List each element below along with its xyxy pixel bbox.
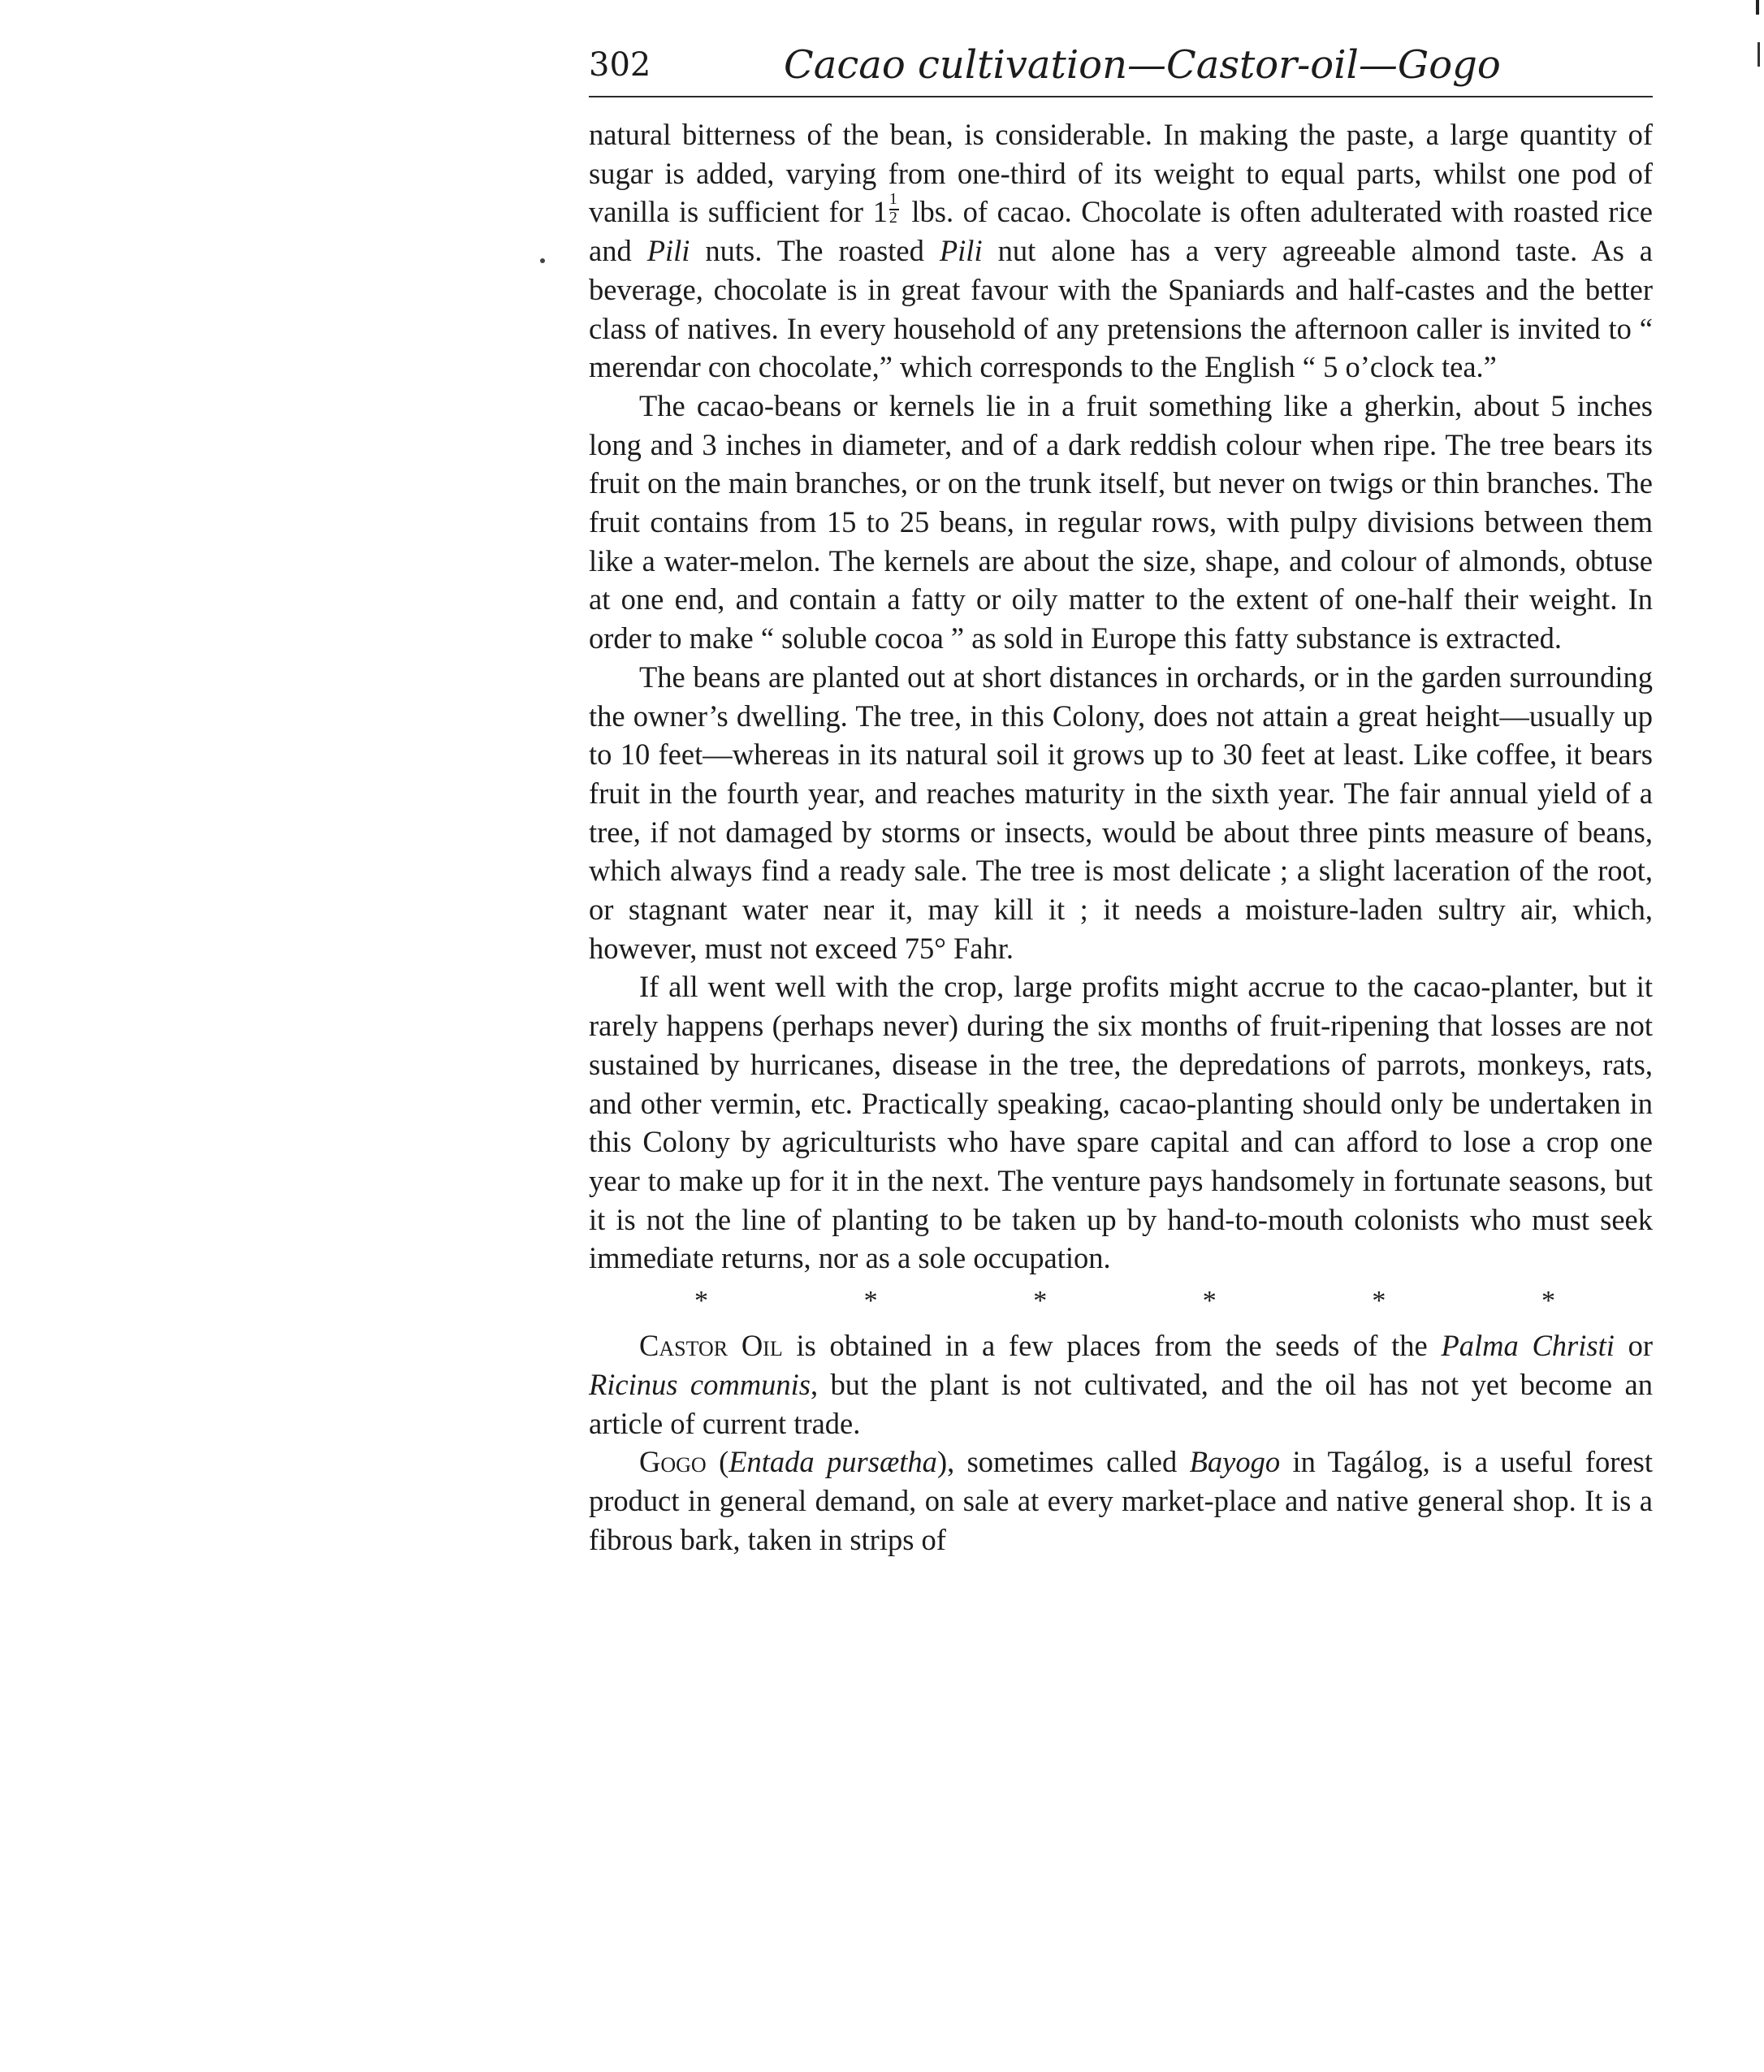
separator-asterisk: * — [1033, 1286, 1048, 1317]
fraction-numerator: 1 — [888, 190, 897, 209]
separator-asterisk: * — [1541, 1286, 1555, 1317]
section-separator — [589, 1281, 1653, 1321]
fraction-one-half — [888, 190, 902, 227]
paragraph-cacao-profits: If all went well with the crop, large profits might accrue to the cacao-planter, but it rarely happens (perhaps never) during the six months of fruit-ripening that losses are not sustained by hurricanes, disease in the tree, the depredations of parrots, monkeys, rats, and other vermin, etc. Practically speaking, cacao-planting should only be undertaken in this Colony by agriculturists who have spare capital and can afford to lose a crop one year to make up for it in the next. The venture pays handsomely in fortunate seasons, but it is not the line of planting to be taken up by hand-to-mouth colonists who must seek immediate returns, nor as a sole occupation. — [589, 970, 1653, 1275]
page-number: 302 — [589, 46, 651, 84]
fraction-denominator: 2 — [888, 209, 897, 227]
italic-term: Entada pursætha — [729, 1445, 937, 1479]
italic-term: Pili — [646, 234, 690, 268]
italic-term: Bayogo — [1189, 1445, 1281, 1479]
separator-asterisk: * — [1202, 1286, 1217, 1317]
scan-edge-mark-lower — [1758, 42, 1760, 67]
text-run: , but the plant is not cultivated, and the oil has not yet become an article of current trade. — [589, 1367, 1653, 1440]
small-caps-lead: Castor Oil — [639, 1329, 783, 1363]
margin-speck — [540, 258, 545, 263]
paragraph-cacao-planting: The beans are planted out at short distances in orchards, or in the garden surrounding the owner’s dwelling. The tree, in this Colony, does not attain a great height—usually up to 10 feet—whereas in its natural soil it grows up to 30 feet at least. Like coffee, it bears fruit in the fourth year, and reaches maturity in the sixth year. The fair annual yield of a tree, if not damaged by storms or insects, would be about three pints measure of beans, which always find a ready sale. The tree is most delicate ; a slight laceration of the root, or stagnant water near it, may kill it ; it needs a moisture-laden sultry air, which, however, must not exceed 75° Fahr. — [589, 660, 1653, 965]
paragraph-cacao-chocolate — [589, 115, 1653, 387]
paragraph-gogo — [589, 1443, 1653, 1559]
text-run: is obtained in a few places from the seeds of the — [782, 1329, 1442, 1363]
italic-term: Ricinus communis — [589, 1367, 811, 1401]
paragraph-cacao-beans: The cacao-beans or kernels lie in a fruit something like a gherkin, about 5 inches long and 3 inches in diameter, and of a dark reddish colour when ripe. The tree bears its fruit on the main branches, or on the trunk itself, but never on twigs or thin branches. The fruit contains from 15 to 25 beans, in regular rows, with pulpy divisions between them like a water-melon. The kernels are about the size, shape, and colour of almonds, obtuse at one end, and contain a fatty or oily matter to the extent of one-half their weight. In order to make “ soluble cocoa ” as sold in Europe this fatty substance is extracted. — [589, 388, 1653, 655]
text-run: natural bitterness of the bean, is considerable. In making the paste, a large quantity of sugar is added, varying from one-third of its weight to equal parts, whilst one pod of vanilla is sufficient for 1 — [589, 118, 1653, 229]
text-run: lbs. of cacao. Chocolate is often adulterated with roasted rice and — [589, 195, 1653, 268]
separator-asterisk: * — [694, 1286, 708, 1317]
italic-term: Pili — [939, 234, 983, 268]
scan-edge-mark — [1756, 0, 1759, 15]
body-text — [589, 115, 1653, 1559]
page-header — [589, 42, 1653, 93]
text-run: or — [1614, 1329, 1653, 1363]
running-head: Cacao cultivation—Castor-oil—Gogo — [784, 42, 1501, 88]
paragraph-castor-oil — [589, 1326, 1653, 1443]
text-run: ( — [706, 1445, 729, 1479]
book-page — [589, 42, 1653, 1559]
separator-asterisk: * — [863, 1286, 878, 1317]
text-run: in Tagálog, is a useful forest product in general demand, on sale at every market-place and native general shop. It is a fibrous bark, taken in strips of — [589, 1445, 1654, 1556]
italic-term: Palma Christi — [1441, 1329, 1615, 1363]
separator-asterisk: * — [1372, 1286, 1386, 1317]
text-run: ), sometimes called — [936, 1445, 1190, 1479]
small-caps-lead: Gogo — [639, 1445, 707, 1479]
text-run: nuts. The roasted — [690, 234, 940, 268]
text-run: nut alone has a very agreeable almond taste. As a beverage, chocolate is in great favour with the Spaniards and half-castes and the better class of natives. In every household of any pretensions the afternoon caller is invited to “ merendar con chocolate,” which corresponds to the English “ 5 o’clock tea.” — [589, 234, 1653, 384]
header-rule — [589, 96, 1653, 97]
